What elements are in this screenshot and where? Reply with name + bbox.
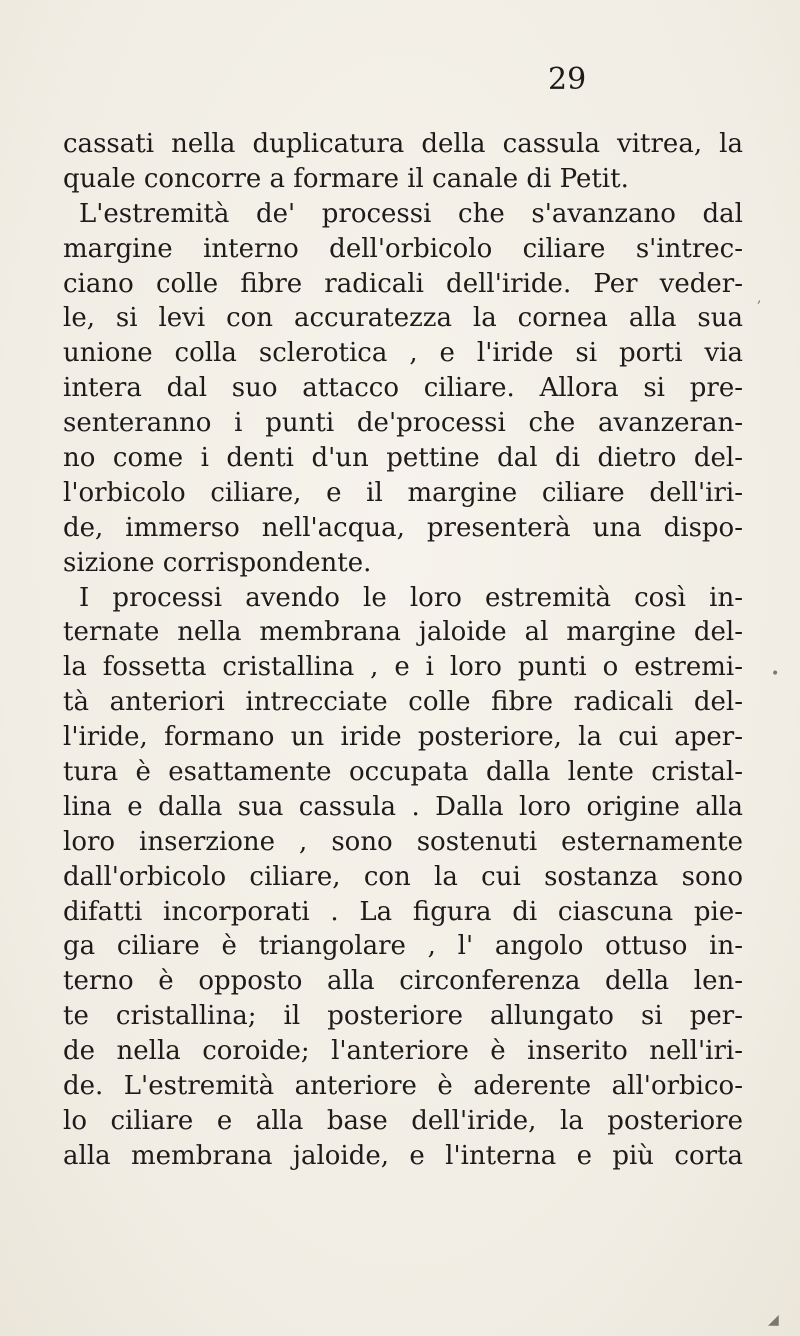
text-line: lo ciliare e alla base dell'iride, la posteriore — [63, 1105, 743, 1136]
text-line: L'estremità de' processi che s'avanzano dal — [79, 198, 743, 229]
text-line: alla membrana jaloide, e l'interna e più corta — [63, 1140, 743, 1171]
text-line: margine interno dell'orbicolo ciliare s'intrec- — [63, 233, 743, 264]
text-line: lina e dalla sua cassula . Dalla loro origine alla — [63, 791, 743, 822]
page-number: 29 — [548, 62, 587, 97]
text-line: l'orbicolo ciliare, e il margine ciliare dell'iri- — [63, 477, 743, 508]
text-line: cassati nella duplicatura della cassula vitrea, la — [63, 129, 743, 159]
text-line: de. L'estremità anteriore è aderente all'orbico- — [63, 1071, 743, 1102]
text-line: intera dal suo attacco ciliare. Allora si pre- — [63, 373, 743, 404]
text-line: de, immerso nell'acqua, presenterà una dispo- — [63, 512, 743, 543]
text-line: te cristallina; il posteriore allungato si per- — [63, 1001, 743, 1032]
text-line: ciano colle fibre radicali dell'iride. Per veder- — [63, 268, 743, 299]
text-line: loro inserzione , sono sostenuti esternamente — [63, 826, 743, 857]
text-line: tura è esattamente occupata dalla lente cristal- — [63, 757, 743, 788]
text-line: ga ciliare è triangolare , l' angolo ottuso in- — [63, 931, 743, 962]
text-line: la fossetta cristallina , e i loro punti o estremi- — [63, 652, 743, 683]
paper-speck: • — [771, 666, 780, 682]
text-line: de nella coroide; l'anteriore è inserito nell'iri- — [63, 1036, 743, 1067]
text-line: terno è opposto alla circonferenza della len- — [63, 966, 743, 997]
text-line: quale concorre a formare il canale di Petit. — [63, 163, 629, 194]
paper-speck: ◢ — [768, 1312, 779, 1328]
text-line: unione colla sclerotica , e l'iride si porti via — [63, 338, 743, 369]
body-text — [63, 127, 743, 1174]
text-line: l'iride, formano un iride posteriore, la cui aper- — [63, 722, 743, 753]
text-line: sizione corrispondente. — [63, 547, 372, 578]
text-line: I processi avendo le loro estremità così in- — [79, 582, 743, 613]
text-line: ternate nella membrana jaloide al margine del- — [63, 617, 743, 648]
text-line: tà anteriori intrecciate colle fibre radicali del- — [63, 687, 743, 718]
text-line: difatti incorporati . La figura di ciascuna pie- — [63, 896, 743, 927]
text-line: dall'orbicolo ciliare, con la cui sostanza sono — [63, 861, 743, 892]
text-line: no come i denti d'un pettine dal di dietro del- — [63, 443, 743, 474]
paper-speck: , — [757, 290, 762, 306]
text-line: senteranno i punti de'processi che avanzeran- — [63, 408, 743, 439]
text-line: le, si levi con accuratezza la cornea alla sua — [63, 303, 743, 334]
